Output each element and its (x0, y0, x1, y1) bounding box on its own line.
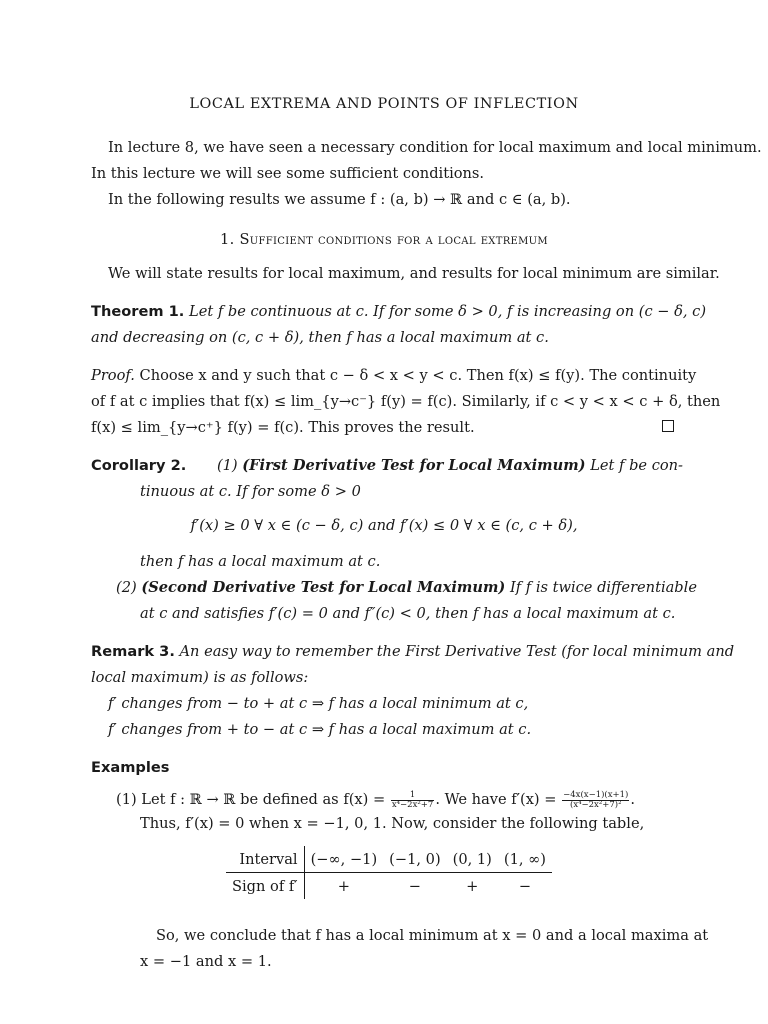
remark-line: f′ changes from + to − at c ⇒ f has a local maximum at c. (108, 721, 532, 738)
proof-label: Proof. (91, 367, 135, 384)
item-text: Let f be con- (590, 457, 683, 474)
table-cell: − (518, 877, 532, 895)
item-number: (1) (216, 457, 238, 474)
fraction-numerator: −4x(x−1)(x+1) (563, 789, 629, 800)
theorem-text: Let f be continuous at c. If for some δ > 0, f is increasing on (c − δ, c) (189, 303, 707, 320)
item-title: (First Derivative Test for Local Maximum) (242, 457, 586, 474)
item-title: (Second Derivative Test for Local Maximum) (141, 579, 506, 596)
sign-table (226, 846, 552, 899)
fraction-numerator: 1 (391, 791, 434, 801)
examples-heading: Examples (91, 759, 170, 776)
corollary-line: at c and satisfies f′(c) = 0 and f″(c) < 0, then f has a local maximum at c. (140, 605, 676, 622)
remark-label: Remark 3. (91, 643, 175, 660)
example-text: . We have f′(x) = (435, 791, 557, 808)
intro-line: In this lecture we will see some sufficient conditions. (91, 165, 485, 182)
proof-line: f(x) ≤ lim_{y→c⁺} f(y) = f(c). This proves the result. (91, 419, 475, 436)
table-header-cell: Interval (226, 846, 304, 873)
section-heading: 1. Sufficient conditions for a local extremum (220, 231, 548, 248)
table-row (226, 873, 552, 900)
table-row (226, 846, 552, 873)
qed-box-icon (662, 420, 674, 432)
example-line: x = −1 and x = 1. (140, 953, 272, 970)
corollary-line (116, 578, 697, 598)
theorem-line (91, 302, 706, 322)
corollary-line: tinuous at c. If for some δ > 0 (140, 483, 361, 500)
intro-line: In the following results we assume f : (a, b) → ℝ and c ∈ (a, b). (108, 191, 571, 208)
fraction-denominator: x⁴−2x²+7 (391, 799, 434, 810)
proof-line: of f at c implies that f(x) ≤ lim_{y→c⁻} f(y) = f(c). Similarly, if c < y < x < c + δ, then (91, 393, 721, 410)
table-cell: (0, 1) (447, 846, 498, 873)
fraction (562, 791, 629, 810)
proof-line (91, 366, 696, 386)
corollary-label: Corollary 2. (91, 457, 187, 474)
table-header-cell: Sign of f′ (226, 873, 304, 900)
corollary-line: then f has a local maximum at c. (140, 553, 381, 570)
fraction-denominator: (x⁴−2x²+7)² (570, 799, 622, 810)
table-cell: − (408, 877, 422, 895)
example-line: So, we conclude that f has a local minimum at x = 0 and a local maxima at (156, 927, 709, 944)
remark-line (91, 642, 734, 662)
example-text: . (630, 791, 636, 808)
table-cell: (1, ∞) (498, 846, 552, 873)
section-text: We will state results for local maximum, and results for local minimum are similar. (108, 265, 720, 282)
item-number: (2) (116, 579, 137, 596)
fraction (391, 791, 434, 810)
example-line (116, 788, 635, 812)
item-text: If f is twice differentiable (509, 579, 697, 596)
example-text: (1) Let f : ℝ → ℝ be defined as f(x) = (116, 791, 386, 808)
display-equation: f′(x) ≥ 0 ∀ x ∈ (c − δ, c) and f′(x) ≤ 0 ∀ x ∈ (c, c + δ), (190, 517, 578, 534)
remark-line: local maximum) is as follows: (91, 669, 309, 686)
corollary-line (91, 456, 683, 476)
example-line: Thus, f′(x) = 0 when x = −1, 0, 1. Now, consider the following table, (140, 815, 645, 832)
remark-line: f′ changes from − to + at c ⇒ f has a local minimum at c, (108, 695, 529, 712)
theorem-label: Theorem 1. (91, 303, 185, 320)
table-cell: (−1, 0) (383, 846, 446, 873)
remark-text: An easy way to remember the First Derivative Test (for local minimum and (179, 643, 735, 660)
theorem-line: and decreasing on (c, c + δ), then f has a local maximum at c. (91, 329, 549, 346)
table-cell: (−∞, −1) (304, 846, 383, 873)
proof-text: Choose x and y such that c − δ < x < y < c. Then f(x) ≤ f(y). The continuity (139, 367, 697, 384)
table-cell: + (337, 877, 350, 895)
intro-line: In lecture 8, we have seen a necessary condition for local maximum and local minimum. (108, 139, 762, 156)
table-cell: + (466, 877, 479, 895)
page-title: LOCAL EXTREMA AND POINTS OF INFLECTION (189, 96, 579, 112)
